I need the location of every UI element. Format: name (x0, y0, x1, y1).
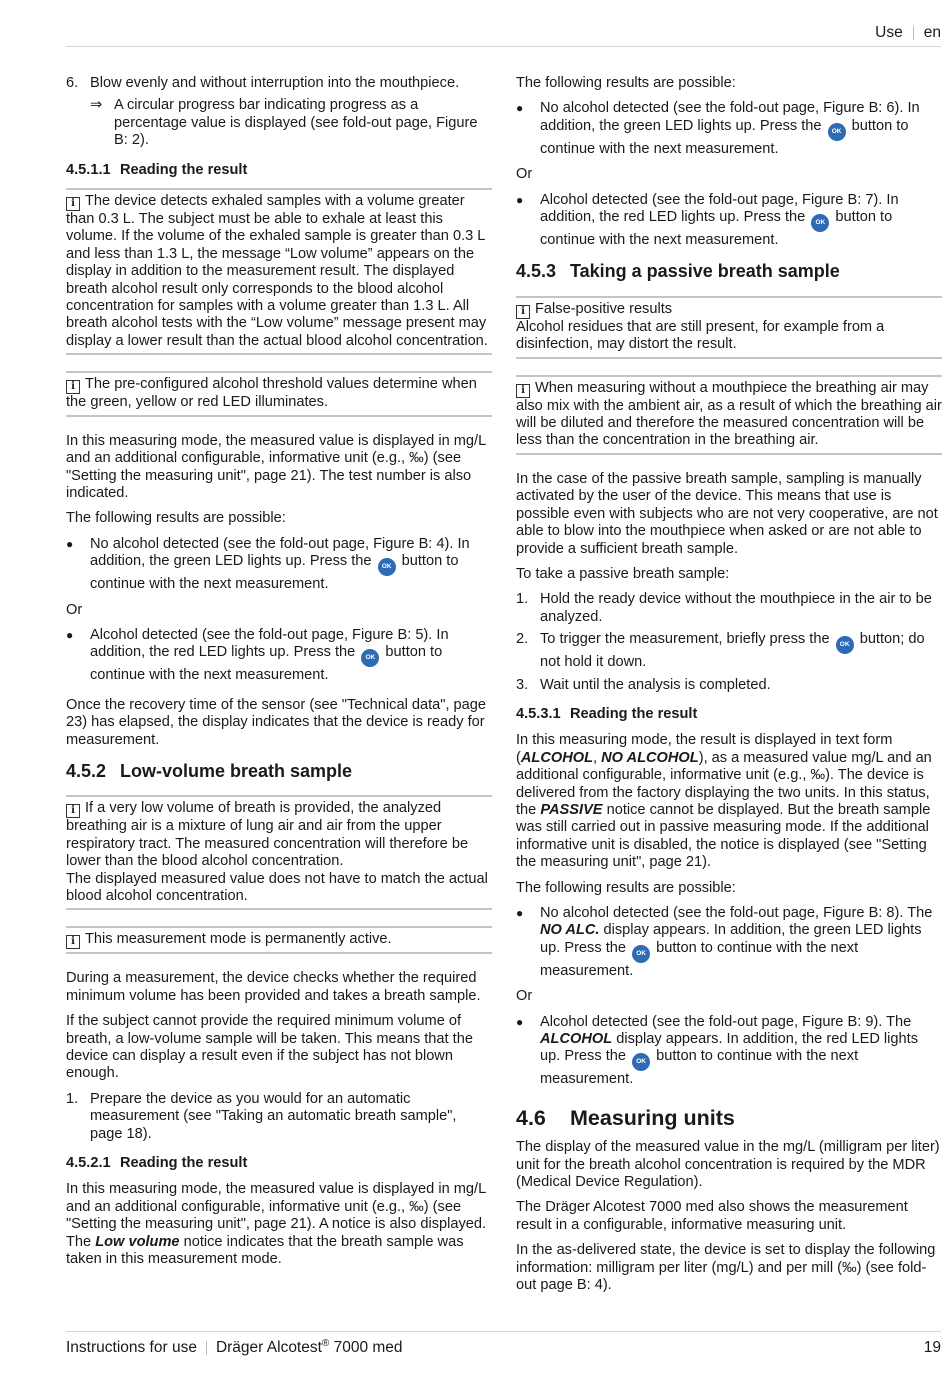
ok-button-icon: OK (811, 214, 829, 232)
heading-4-6 (516, 1105, 942, 1130)
step-text: Prepare the device as you would for an automatic measurement (see "Taking an automatic breath sample", page 18). (90, 1090, 457, 1142)
heading-number: 4.6 (516, 1105, 546, 1130)
text: , (593, 749, 602, 766)
ok-button-icon: OK (378, 558, 396, 576)
info-icon: i (516, 305, 530, 319)
footer-product (216, 1339, 403, 1357)
note-text: Alcohol residues that are still present, for example from a disinfection, may distort the result. (516, 318, 885, 353)
note-text: The pre-configured alcohol threshold values determine when the green, yellow or red LED illuminates. (66, 376, 477, 411)
ok-button-icon: OK (632, 1053, 650, 1071)
info-note-threshold (66, 371, 492, 416)
info-icon: i (516, 384, 530, 398)
bullet-text: No alcohol detected (see the fold-out page, Figure B: 6). In addition, the green LED lights up. Press the (540, 100, 920, 134)
note-text: This measurement mode is permanently active. (85, 931, 392, 948)
ok-button-icon: OK (361, 649, 379, 667)
note-title: False-positive results (535, 300, 673, 317)
paragraph: The following results are possible: (516, 75, 736, 91)
step-text: Blow evenly and without interruption into the mouthpiece. (90, 75, 460, 91)
bullet-text: display appears. In addition, the red LED lights up. Press the (540, 1031, 919, 1065)
step-6 (66, 75, 492, 92)
info-note-volume (66, 188, 492, 355)
heading-4-5-3 (516, 263, 942, 280)
footer-doc-title: Instructions for use (66, 1339, 197, 1356)
paragraph: The Dräger Alcotest 7000 med also shows the measurement result in a configurable, informative measuring unit. (516, 1199, 908, 1233)
heading-title: Measuring units (570, 1105, 735, 1130)
step-number: 1. (516, 591, 529, 608)
ok-button-icon: OK (836, 636, 854, 654)
header-divider (913, 26, 914, 40)
heading-number: 4.5.3 (516, 261, 557, 282)
bullet-text: display appears. In addition, the green LED lights up. Press the (540, 922, 922, 956)
or-label: Or (66, 601, 83, 618)
bullet-icon: ● (66, 536, 74, 551)
ok-button-icon: OK (632, 945, 650, 963)
result-arrow-icon: ⇒ (90, 97, 103, 114)
bullet-text: button to continue with the next measurement. (540, 209, 893, 249)
step-text: Wait until the analysis is completed. (540, 676, 771, 693)
list-item-alcohol-display (516, 1014, 942, 1089)
result-text: A circular progress bar indicating progress as a percentage value is displayed (see fold-out page, Figure B: 2). (114, 97, 478, 149)
heading-4-5-1-1 (66, 162, 492, 179)
product-name: Dräger Alcotest (215, 1339, 322, 1356)
bullet-text: button to continue with the next measurement. (540, 1048, 859, 1088)
step-text: Hold the ready device without the mouthpiece in the air to be analyzed. (540, 591, 932, 625)
bullet-text: button to continue with the next measurement. (540, 117, 909, 157)
heading-number: 4.5.1.1 (66, 161, 111, 178)
info-note-false-positive (516, 296, 942, 359)
heading-4-5-2-1 (66, 1155, 492, 1172)
or-label: Or (516, 166, 533, 183)
heading-number: 4.5.2.1 (66, 1155, 111, 1172)
footer-doc-info (66, 1339, 403, 1357)
step-text: To trigger the measurement, briefly press the (540, 631, 830, 648)
paragraph-passive-result (516, 732, 942, 871)
page-header (66, 22, 941, 47)
info-icon: i (66, 380, 80, 394)
product-model: 7000 med (333, 1339, 403, 1356)
note-text: The device detects exhaled samples with a volume greater than 0.3 L. The subject must be able to exhale at least this volume. If the volume of the exhaled sample is greater than 0.3 L and less than 1.3 L, the message “Low volume” appears on the display in addition to the measurement result. The displayed breath alcohol result only corresponds to the blood alcohol concentration for samples with a volume greater than 1.3 L. All breath alcohol tests with the “Low volume” message present may display a lower result than the actual blood alcohol concentration. (66, 193, 488, 349)
heading-title: Reading the result (120, 161, 248, 178)
bullet-icon: ● (516, 1014, 524, 1029)
heading-title: Taking a passive breath sample (570, 261, 840, 282)
bullet-text: Alcohol detected (see the fold-out page, Figure B: 7). In addition, the red LED lights up. Press the (540, 191, 899, 226)
page-number: 19 (923, 1339, 941, 1356)
header-nav (875, 24, 941, 42)
step-text: button; do not hold it down. (540, 631, 925, 671)
text: ), as a measured value mg/L and an additional configurable, informative unit (e.g., ‰). The device is delivered from the factory displaying the two units. In this status, the (516, 749, 932, 818)
info-icon: i (66, 804, 80, 818)
bullet-text: Alcohol detected (see the fold-out page, Figure B: 5). In addition, the red LED lights up. Press the (90, 626, 449, 661)
page-footer (66, 1331, 941, 1356)
heading-4-5-3-1 (516, 706, 942, 723)
paragraph-low-volume-notice (66, 1181, 492, 1268)
list-item-no-alc (516, 905, 942, 980)
heading-title: Reading the result (120, 1155, 248, 1172)
list-item-no-alcohol (66, 536, 492, 594)
step-6-result (90, 97, 492, 149)
low-volume-term: Low volume (95, 1233, 180, 1250)
header-language: en (923, 24, 941, 41)
header-section: Use (875, 24, 903, 41)
list-item-alcohol (66, 627, 492, 685)
note-text: If a very low volume of breath is provided, the analyzed breathing air is a mixture of lung air and air from the upper respiratory tract. The measured concentration will therefore be lower than the blood alcohol concentration. (66, 800, 469, 870)
info-note-no-mouthpiece (516, 375, 942, 455)
step-2 (516, 631, 942, 671)
note-text: The displayed measured value does not have to match the actual blood alcohol concentration. (66, 870, 488, 904)
bullet-text: button to continue with the next measurement. (540, 939, 859, 979)
paragraph: The display of the measured value in the mg/L (milligram per liter) unit for the breath alcohol concentration is required by the MDR (Medical Device Regulation). (516, 1139, 940, 1191)
footer-divider (206, 1341, 207, 1355)
alcohol-term: ALCOHOL (520, 749, 594, 766)
list-item-alcohol (516, 192, 942, 250)
info-icon: i (66, 197, 80, 211)
no-alc-term: NO ALC. (540, 922, 600, 939)
step-1 (516, 591, 942, 626)
bullet-text: Alcohol detected (see the fold-out page, Figure B: 9). The (540, 1013, 912, 1030)
bullet-icon: ● (66, 627, 74, 642)
info-icon: i (66, 935, 80, 949)
paragraph: If the subject cannot provide the required minimum volume of breath, a low-volume sample will be taken. This means that the device can display a result even if the subject has not blown enough. (66, 1013, 473, 1082)
paragraph: The following results are possible: (516, 879, 736, 896)
note-text: When measuring without a mouthpiece the breathing air may also mix with the ambient air, as a result of which the breathing air will be diluted and therefore the measured concentration will be less than the concentration in the breathing air. (516, 379, 942, 449)
no-alcohol-term: NO ALCOHOL (601, 749, 699, 766)
text: notice indicates that the breath sample was taken in this measurement mode. (66, 1233, 464, 1268)
step-number: 6. (66, 75, 79, 91)
paragraph: To take a passive breath sample: (516, 565, 730, 582)
heading-number: 4.5.3.1 (516, 705, 561, 722)
paragraph: During a measurement, the device checks whether the required minimum volume has been provided and takes a breath sample. (66, 970, 481, 1004)
passive-term: PASSIVE (540, 801, 603, 818)
text: In this measuring mode, the measured value is displayed in mg/L and an additional configurable, informative unit (e.g., ‰) (see "Setting the measuring unit", page 21). A notice is also displayed. The (66, 1181, 487, 1250)
step-3 (516, 677, 942, 694)
paragraph: In the as-delivered state, the device is set to display the following information: milligram per liter (mg/L) and per mill (‰) (see fold-out page B: 4). (516, 1242, 936, 1294)
paragraph: Once the recovery time of the sensor (see "Technical data", page 23) has elapsed, the display indicates that the device is ready for measurement. (66, 696, 487, 748)
heading-4-5-2 (66, 760, 492, 781)
paragraph: The following results are possible: (66, 510, 286, 527)
heading-title: Reading the result (570, 705, 698, 722)
bullet-text: button to continue with the next measurement. (90, 644, 443, 684)
or-label: Or (516, 988, 533, 1005)
step-number: 3. (516, 676, 529, 693)
heading-number: 4.5.2 (66, 760, 107, 781)
paragraph: In the case of the passive breath sample, sampling is manually activated by the user of the device. This means that use is possible even with subjects who are not very cooperative, are not able to blow into the mouthpiece when asked or are not able to provide a sufficient breath sample. (516, 470, 938, 557)
text: notice cannot be displayed. But the breath sample was still carried out in passive measuring mode. If the additional informative unit is disabled, the notice is displayed (see "Setting the measuring unit", page 21). (516, 801, 931, 871)
bullet-text: No alcohol detected (see the fold-out page, Figure B: 4). In addition, the green LED lights up. Press the (90, 535, 470, 570)
bullet-icon: ● (516, 906, 524, 920)
bullet-icon: ● (516, 192, 524, 207)
right-column (516, 75, 942, 1303)
paragraph: In this measuring mode, the measured value is displayed in mg/L and an additional configurable, informative unit (e.g., ‰) (see "Setting the measuring unit", page 21). The test number is also indicated. (66, 432, 486, 501)
step-number: 2. (516, 631, 529, 648)
bullet-icon: ● (516, 101, 524, 116)
left-column (66, 75, 492, 1277)
alcohol-term: ALCOHOL (540, 1031, 613, 1048)
step-number: 1. (66, 1090, 79, 1107)
bullet-text: No alcohol detected (see the fold-out page, Figure B: 8). The (540, 905, 933, 921)
ok-button-icon: OK (828, 123, 846, 141)
heading-title: Low-volume breath sample (120, 760, 353, 781)
bullet-text: button to continue with the next measurement. (90, 553, 459, 593)
info-note-mode-active (66, 926, 492, 954)
text: In this measuring mode, the result is displayed in text form ( (516, 732, 893, 766)
list-item-no-alcohol (516, 100, 942, 158)
step-1 (66, 1091, 492, 1143)
registered-mark: ® (321, 1337, 330, 1349)
info-note-low-volume (66, 795, 492, 910)
